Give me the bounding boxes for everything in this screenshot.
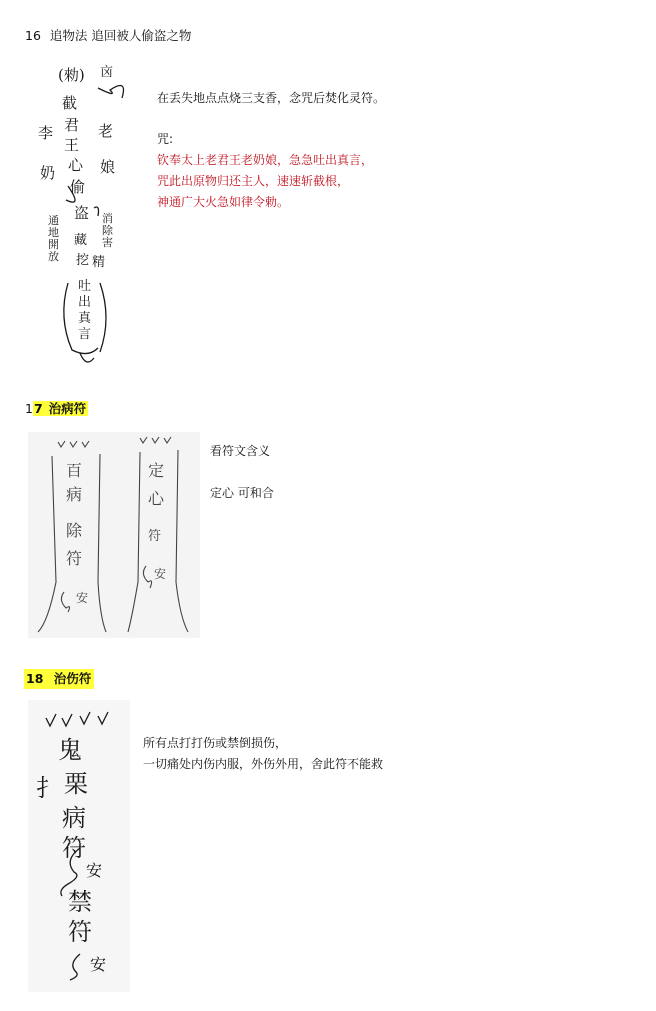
section-17-number-hl: 7 [33,401,43,416]
charm-18-char-8: 符 [68,918,92,946]
charm-16-right2: 娘 [100,158,116,176]
section-17-title: 治病符 [48,401,87,416]
charm-16-image [38,58,138,374]
charm-16-right-col-1: 消 [102,212,113,225]
section-16-instruction: 在丢失地点点烧三支香，念咒后焚化灵符。 [157,91,386,105]
charm-18-char-3: 栗 [64,770,88,798]
charm-16-bottom-5: 出 [78,295,92,310]
section-17-highlight [33,401,88,416]
charm-16-bottom-1: 藏 [74,233,88,248]
charm-17-right-char-3: 符 [148,529,162,544]
charm-18-image [28,700,130,992]
charm-16-center3: 盗 [74,204,90,222]
charm-16-center-mid: 心 [68,156,84,174]
charm-18-char-2: 扌 [36,774,60,802]
charm-17-left-char-1: 百 [66,461,83,480]
charm-18-char-4: 病 [62,804,86,832]
section-18-line-2: 一切痛处内伤内服，外伤外用，舍此符不能救 [143,757,384,771]
charm-18-char-1: 鬼 [58,736,82,764]
section-16-number: 16 [25,28,41,43]
charm-17-right-char-4: 安 [154,567,167,581]
charm-16-char-2: 君 [64,116,80,134]
charm-17-left-char-2: 病 [66,485,83,504]
section-18-number: 18 [26,671,44,686]
charm-17-left-char-4: 符 [66,549,83,568]
charm-18-char-7: 禁 [68,888,92,916]
charm-16-left-col-3: 開 [48,238,59,251]
charm-18-char-9: 安 [90,955,107,974]
charm-18-drawing [28,700,130,992]
charm-17-left-char-5: 安 [76,591,89,605]
charm-16-char-1: 截 [62,94,78,112]
charm-18-char-6: 安 [86,861,103,880]
charm-16-mid2: 偷 [70,178,86,196]
charm-16-bottom-6: 真 [78,311,92,326]
charm-16-right-col-3: 害 [102,236,113,249]
section-16-mantra-line-3: 神通广大火急如律令勅。 [157,195,290,209]
charm-16-char-3: 王 [64,136,80,154]
charm-16-top: (勑) [58,66,85,84]
section-16-heading [25,28,191,44]
charm-18-char-5: 符 [62,834,86,862]
charm-17-drawing [28,432,200,638]
charm-16-right1: 老 [98,122,114,140]
charm-17-image [28,432,200,638]
charm-16-left1: 李 [38,124,54,142]
charm-16-right-col-2: 除 [102,224,113,237]
section-16-title: 追物法 追回被人偷盗之物 [49,28,192,43]
section-16-mantra-label: 咒: [157,132,174,146]
charm-17-right-char-1: 定 [148,461,165,480]
charm-17-right-char-2: 心 [148,489,165,508]
section-17-number-prefix: 1 [25,401,33,416]
charm-16-bottom-7: 言 [78,327,92,342]
section-17-heading [25,401,88,417]
section-18-line-1: 所有点打打伤或禁倒损伤， [143,736,288,750]
charm-16-left2: 奶 [40,164,56,182]
charm-16-left-col-1: 通 [48,214,59,227]
charm-17-left-char-3: 除 [66,521,83,540]
charm-16-mark: 㐫 [100,65,114,80]
section-18-title: 治伤符 [53,671,92,686]
section-16-mantra-line-1: 钦奉太上老君王老奶娘，急急吐出真言， [157,153,374,167]
charm-16-bottom-4: 吐 [78,279,92,294]
section-16-mantra-line-2: 咒此出原物归还主人，速速斩截根， [157,174,350,188]
charm-16-left-col-4: 放 [48,250,59,263]
section-17-note-2: 定心 可和合 [210,486,274,500]
charm-16-left-col-2: 地 [48,226,59,239]
section-17-note-1: 看符文含义 [210,444,271,458]
charm-16-bottom-3: 精 [92,255,106,270]
section-18-heading [24,669,94,689]
charm-16-bottom-2: 挖 [76,253,90,268]
charm-16-drawing [38,58,138,374]
